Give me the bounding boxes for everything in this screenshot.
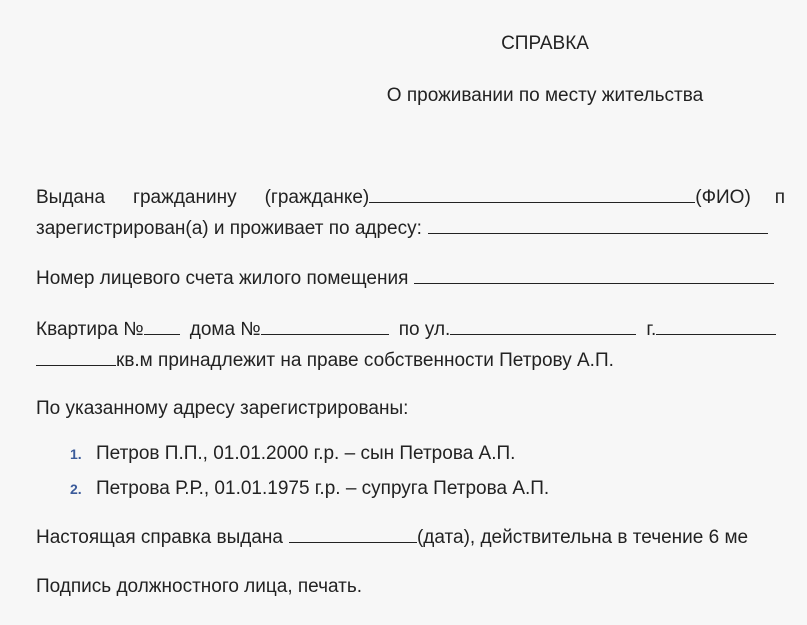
validity-text-a: Настоящая справка выдана [36,527,283,548]
word-citizen-f: (гражданке) [264,187,370,208]
paragraph-validity [36,524,748,550]
document-title: СПРАВКА [501,33,589,54]
paragraph-signature: Подпись должностного лица, печать. [36,576,363,597]
paragraph-area [36,347,614,373]
word-issued: Выдана [36,187,106,208]
paragraph-apartment [36,316,776,342]
house-blank [261,316,389,335]
city-blank [656,316,776,335]
area-blank [36,347,116,366]
list-item-number: 2. [70,481,82,497]
list-item-text: Петрова Р.Р., 01.01.1975 г.р. – супруга Петрова А.П. [96,478,550,499]
paragraph-account [36,265,774,291]
address-blank [428,215,768,234]
paragraph-registered [36,215,768,241]
house-label: дома № [189,319,261,340]
city-label: г. [646,319,657,340]
registered-text: зарегистрирован(а) и проживает по адресу: [36,218,422,239]
fio-blank [369,184,695,203]
word-cut: п [774,187,786,208]
apartment-blank [144,316,180,335]
account-text: Номер лицевого счета жилого помещения [36,268,409,289]
account-blank [414,265,774,284]
area-text: кв.м принадлежит на праве собственности Петрову А.П. [116,350,614,371]
street-blank [450,316,636,335]
paragraph-issued-to [36,184,785,210]
date-blank [289,524,417,543]
list-item-number: 1. [70,446,82,462]
street-label: по ул. [398,319,451,340]
word-citizen: гражданину [133,187,237,208]
list-item [70,442,515,466]
list-item [70,477,549,501]
list-item-text: Петров П.П., 01.01.2000 г.р. – сын Петрова А.П. [96,443,516,464]
fio-label: (ФИО) [695,187,751,208]
validity-text-b: (дата), действительна в течение 6 ме [416,527,749,548]
paragraph-registered-list-title: По указанному адресу зарегистрированы: [36,398,409,419]
document-subtitle: О проживании по месту жительства [386,85,704,106]
apartment-label: Квартира № [36,319,144,340]
